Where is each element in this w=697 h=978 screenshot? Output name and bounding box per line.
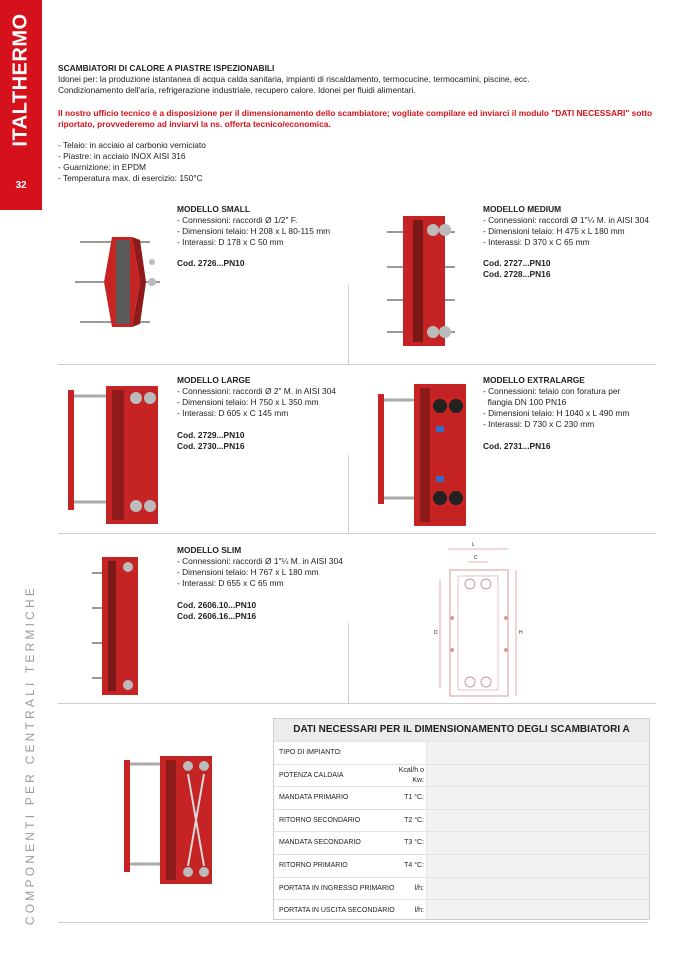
form-field[interactable] [426,787,649,809]
page-number: 32 [15,180,27,191]
diagram-label-l: L [472,542,475,548]
form-row-unit: Kw: [412,776,424,784]
model-slim-line: - Dimensioni telaio: H 767 x L 180 mm [177,567,319,577]
notice-line-1: Il nostro ufficio tecnico è a disposizione per il dimensionamento dello scambiatore; vogliate compilare ed inviarci il modulo "DATI NECESSARI" sotto [58,108,653,118]
model-slim-line: - Connessioni: raccordi Ø 1"¼ M. in AISI 304 [177,556,343,566]
model-slim-code: Cod. 2606.16...PN16 [177,611,257,621]
sidebar [0,0,42,978]
form-field[interactable] [426,832,649,854]
model-medium-code: Cod. 2727...PN10 [483,258,551,268]
form-row-label: RITORNO SECONDARIO [279,816,361,824]
form-row [274,741,649,765]
large-exchanger-image [66,382,166,527]
form-title: DATI NECESSARI PER IL DIMENSIONAMENTO DEGLI SCAMBIATORI A [274,719,649,741]
flow-exchanger-image [122,754,222,889]
extralarge-exchanger-image [376,380,471,530]
form-row-label: MANDATA PRIMARIO [279,794,349,802]
form-row [274,764,649,788]
intro-line-1: Idonei per: la produzione istantanea di acqua calda sanitaria, impianti di riscaldamento, termocucine, termocamini, piscine, ecc. [58,74,530,84]
model-large-line: - Connessioni: raccordi Ø 2" M. in AISI 304 [177,386,336,396]
slim-exchanger-image [90,553,145,698]
form-row-unit: Kcal/h o [398,766,424,774]
form-row-label: POTENZA CALDAIA [279,771,344,779]
model-large-line: - Interassi: D 605 x C 145 mm [177,408,289,418]
required-data-form [273,718,650,920]
form-row-unit: T3 °C: [404,839,424,847]
intro-line-2: Condizionamento dell'aria, refrigerazione industriale, recupero calore. Idonei per fluidi alimentari. [58,85,416,95]
medium-exchanger-image [385,212,465,352]
brand-logo: ITALTHERMO [9,13,32,147]
model-extralarge-line: flangia DN 100 PN16 [483,397,567,407]
diagram-label-d: D [434,630,438,636]
form-row-unit: T4 °C: [404,862,424,869]
model-slim-name: MODELLO SLIM [177,545,242,555]
model-large-code: Cod. 2729...PN10 [177,430,245,440]
spec-line: - Telaio: in acciaio al carbonio verniciato [58,140,206,150]
model-small-line: - Dimensioni telaio: H 208 x L 80-115 mm [177,226,331,236]
model-medium-line: - Connessioni: raccordi Ø 1"¼ M. in AISI 304 [483,215,649,225]
form-row-label: MANDATA SECONDARIO [279,839,361,847]
brand-box [0,0,42,210]
model-large-code: Cod. 2730...PN16 [177,441,245,451]
form-row [274,831,649,855]
model-medium-line: - Interassi: D 370 x C 65 mm [483,237,590,247]
page-title: SCAMBIATORI DI CALORE A PIASTRE ISPEZIONABILI [58,63,275,73]
form-row [274,899,649,919]
model-medium-line: - Dimensioni telaio: H 475 x L 180 mm [483,226,625,236]
model-extralarge-code: Cod. 2731...PN16 [483,441,551,451]
notice-line-2: riportato, provvederemo ad inviarvi la ns. offerta tecnico/economica. [58,119,331,129]
form-row-unit: l/h: [414,907,424,915]
model-extralarge-line: - Connessioni: telaio con foratura per [483,386,621,396]
form-field[interactable] [426,765,649,787]
form-row-label: PORTATA IN INGRESSO PRIMARIO [279,884,395,892]
form-row-unit: T1 °C: [404,794,424,802]
divider [58,533,656,534]
model-large-line: - Dimensioni telaio: H 750 x L 350 mm [177,397,319,407]
model-small-name: MODELLO SMALL [177,204,251,214]
dimension-diagram [428,540,528,700]
model-slim-line: - Interassi: D 655 x C 65 mm [177,578,284,588]
form-field[interactable] [426,810,649,832]
form-field[interactable] [426,878,649,900]
model-extralarge-name: MODELLO EXTRALARGE [483,375,585,385]
form-row [274,877,649,901]
model-small-code: Cod. 2726...PN10 [177,258,245,268]
model-large-name: MODELLO LARGE [177,375,251,385]
form-row [274,854,649,878]
divider [348,623,349,703]
divider [58,364,656,365]
form-row-label: TIPO DI IMPIANTO: [279,749,342,756]
form-row-unit: T2 °C: [404,816,424,824]
model-slim-code: Cod. 2606.10...PN10 [177,600,257,610]
spec-line: - Guarnizione: in EPDM [58,162,146,172]
model-medium-code: Cod. 2728...PN16 [483,269,551,279]
divider [58,922,648,923]
model-extralarge-line: - Dimensioni telaio: H 1040 x L 490 mm [483,408,630,418]
spec-line: - Temperatura max. di esercizio: 150°C [58,173,203,183]
divider [348,285,349,365]
form-field[interactable] [426,900,649,919]
form-row-label: RITORNO PRIMARIO [279,862,348,869]
small-exchanger-image [70,232,170,332]
diagram-label-h: H [519,630,523,636]
divider [58,703,656,704]
form-row [274,809,649,833]
form-row [274,786,649,810]
form-row-unit: l/h: [414,884,424,892]
spec-line: - Piastre: in acciaio INOX AISI 316 [58,151,186,161]
model-small-line: - Interassi: D 178 x C 50 mm [177,237,284,247]
form-field[interactable] [426,742,649,764]
model-extralarge-line: - Interassi: D 730 x C 230 mm [483,419,595,429]
model-medium-name: MODELLO MEDIUM [483,204,562,214]
form-row-label: PORTATA IN USCITA SECONDARIO [279,907,395,915]
divider [348,455,349,533]
section-label: COMPONENTI PER CENTRALI TERMICHE [23,584,37,926]
model-small-line: - Connessioni: raccordi Ø 1/2" F. [177,215,298,225]
diagram-label-c: C [474,555,478,561]
form-field[interactable] [426,855,649,877]
